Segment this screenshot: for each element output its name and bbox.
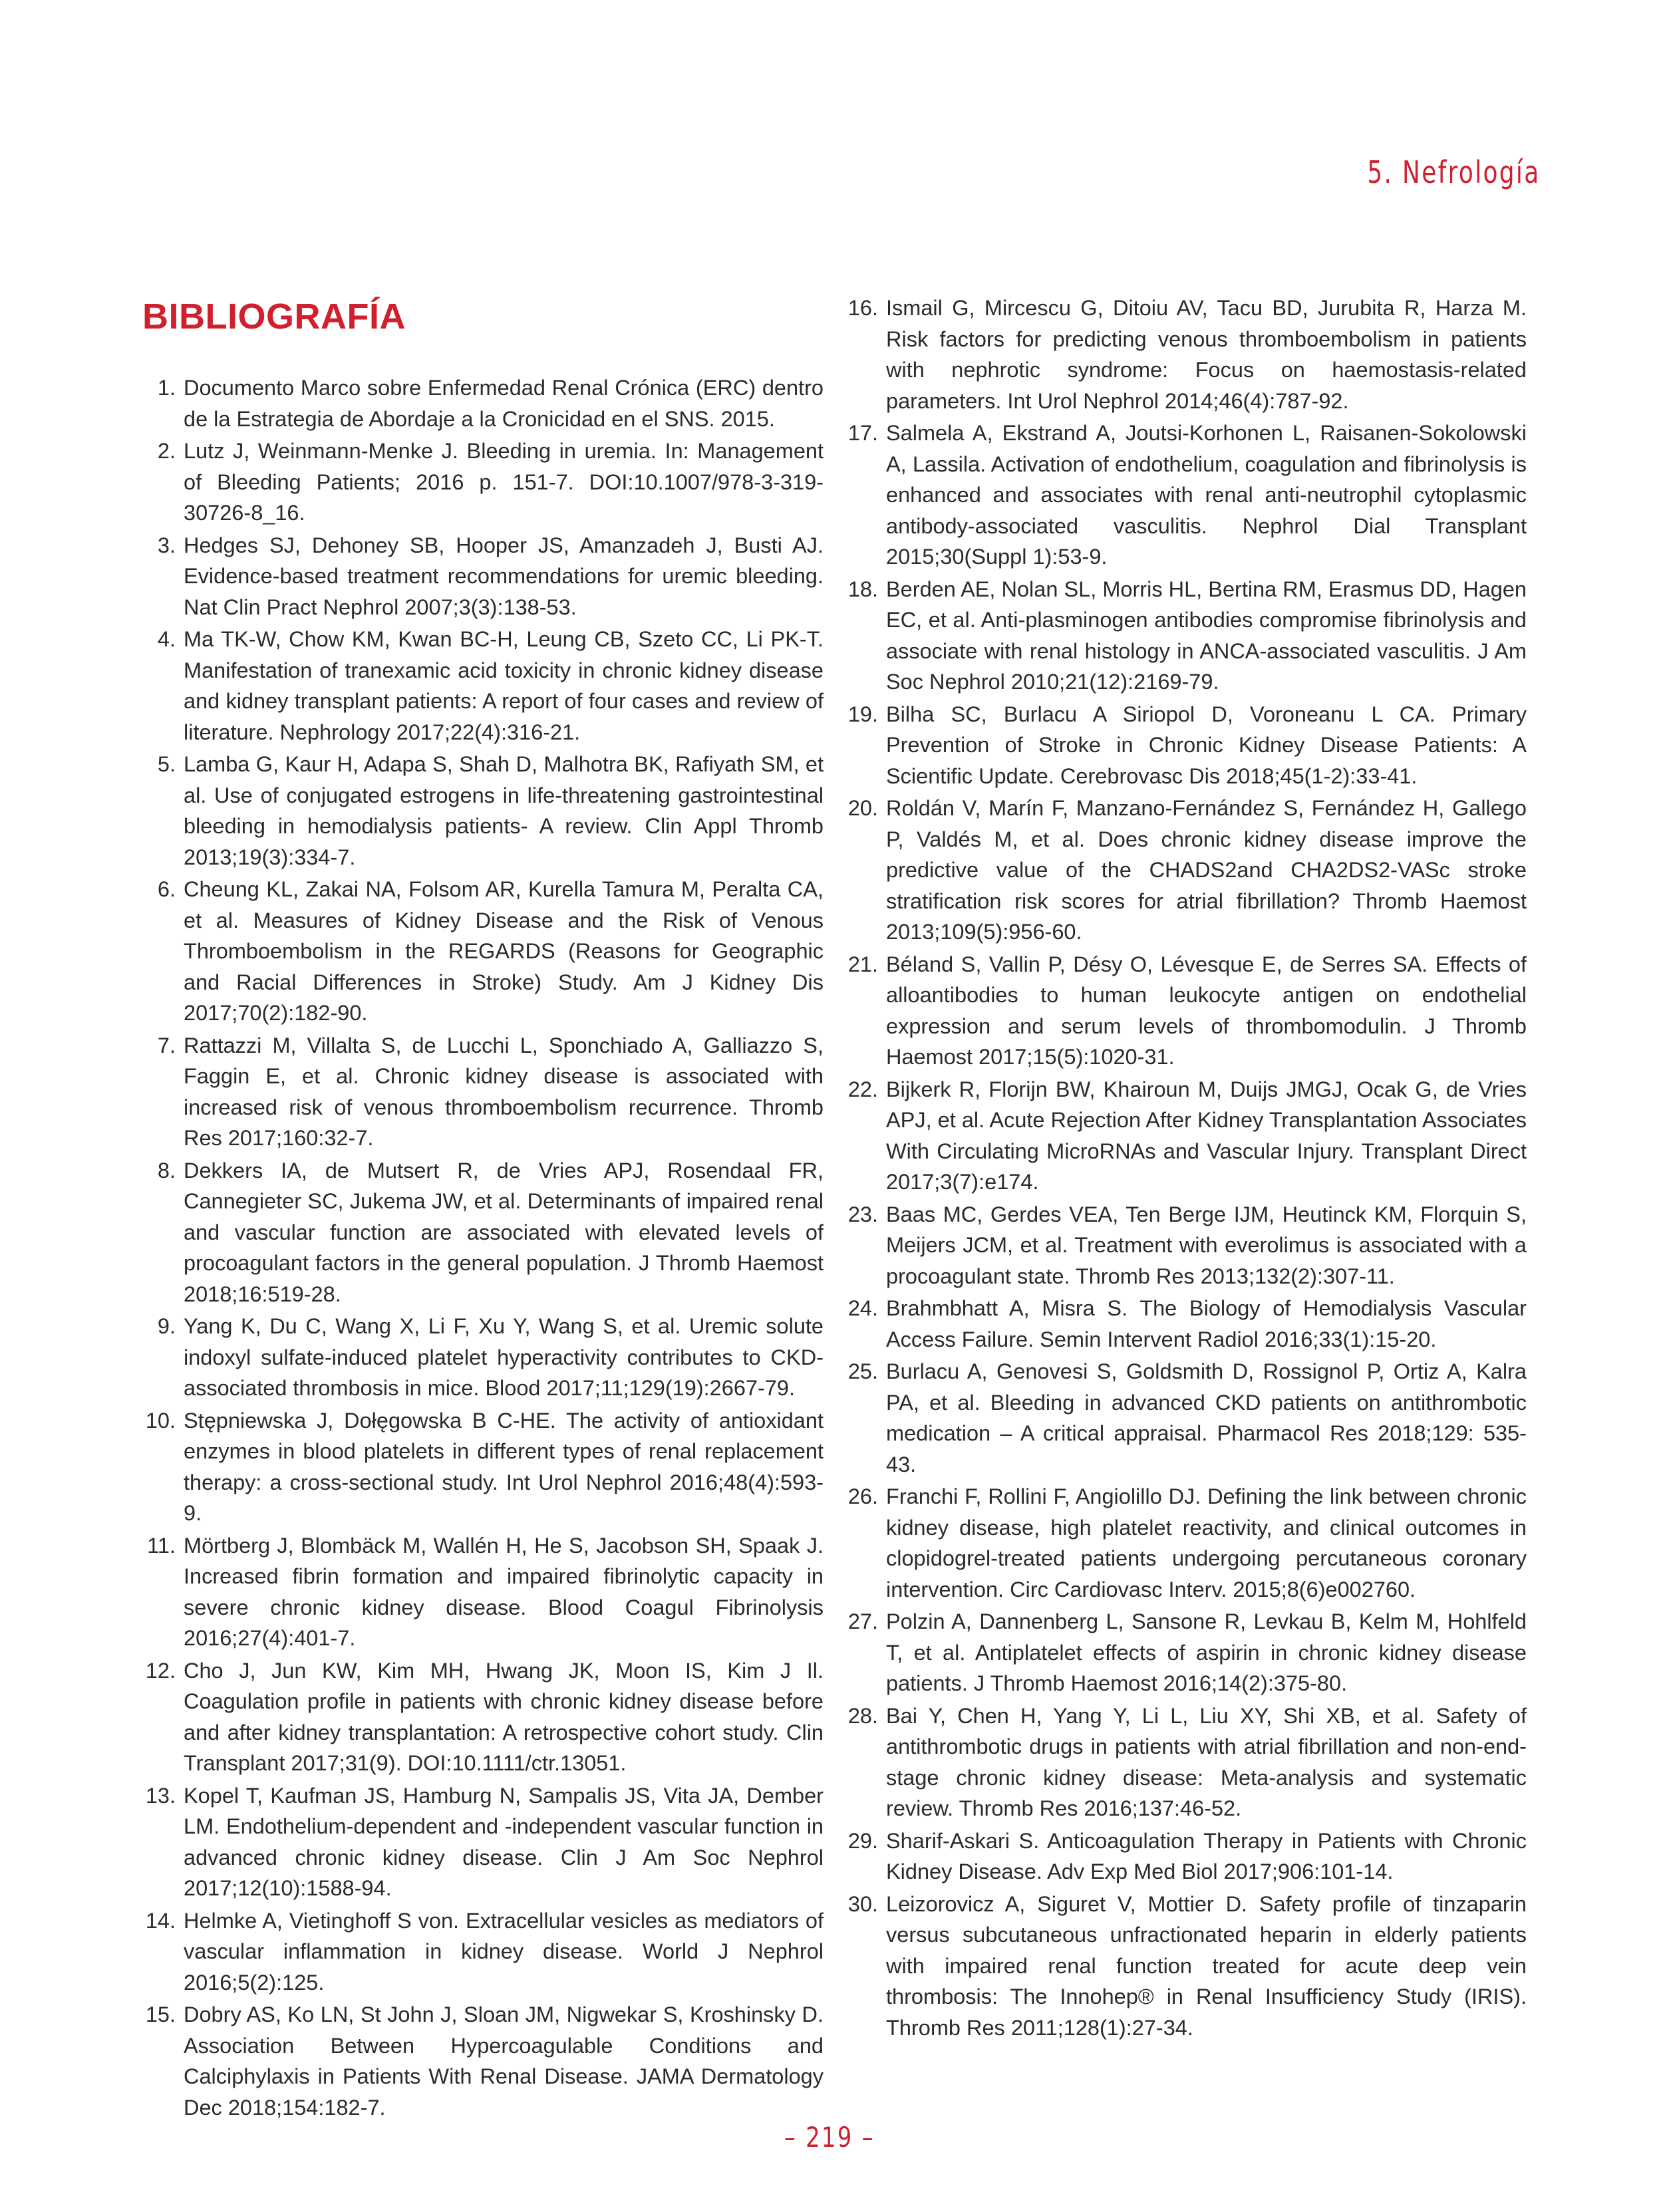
reference-text: Lutz J, Weinmann-Menke J. Bleeding in uremia. In: Management of Bleeding Patients; 2016 p. 151-7. DOI:10.1007/978-3-319-30726-8_16. bbox=[184, 439, 824, 525]
reference-item bbox=[142, 624, 824, 748]
reference-item bbox=[845, 574, 1527, 698]
references-left-column bbox=[142, 372, 824, 2124]
reference-number: 20. bbox=[847, 796, 878, 820]
reference-number: 14. bbox=[145, 1908, 176, 1933]
reference-number: 25. bbox=[847, 1359, 878, 1383]
reference-text: Baas MC, Gerdes VEA, Ten Berge IJM, Heutinck KM, Florquin S, Meijers JCM, et al. Treatment with everolimus is associated with a procoagulant state. Thromb Res 2013;132(2):307-11. bbox=[886, 1202, 1527, 1288]
reference-item bbox=[142, 372, 824, 434]
reference-item bbox=[845, 293, 1527, 416]
reference-item bbox=[845, 1701, 1527, 1824]
reference-number: 1. bbox=[157, 376, 176, 400]
reference-number: 22. bbox=[847, 1077, 878, 1101]
reference-number: 10. bbox=[145, 1408, 176, 1433]
reference-text: Lamba G, Kaur H, Adapa S, Shah D, Malhotra BK, Rafiyath SM, et al. Use of conjugated estrogens in life-threatening gastrointestinal bleeding in hemodialysis patients- A review. Clin Appl Thromb 2013;19(3):334-7. bbox=[184, 752, 824, 869]
reference-number: 16. bbox=[847, 296, 878, 320]
reference-text: Yang K, Du C, Wang X, Li F, Xu Y, Wang S, et al. Uremic solute indoxyl sulfate-induced platelet hyperactivity contributes to CKD-associated thrombosis in mice. Blood 2017;11;129(19):2667-79. bbox=[184, 1314, 824, 1400]
reference-text: Hedges SJ, Dehoney SB, Hooper JS, Amanzadeh J, Busti AJ. Evidence-based treatment recommendations for uremic bleeding. Nat Clin Pract Nephrol 2007;3(3):138-53. bbox=[184, 533, 824, 619]
reference-item bbox=[142, 1655, 824, 1779]
reference-text: Dobry AS, Ko LN, St John J, Sloan JM, Nigwekar S, Kroshinsky D. Association Between Hypercoagulable Conditions and Calciphylaxis in Patients With Renal Disease. JAMA Dermatology Dec 2018;154:182-7. bbox=[184, 2003, 824, 2120]
section-header: 5. Nefrología bbox=[1367, 154, 1541, 190]
reference-item bbox=[142, 874, 824, 1029]
reference-text: Roldán V, Marín F, Manzano-Fernández S, Fernández H, Gallego P, Valdés M, et al. Does chronic kidney disease improve the predictive value of the CHADS2and CHA2DS2-VASc stroke stratification risk scores for atrial fibrillation? Thromb Haemost 2013;109(5):956-60. bbox=[886, 796, 1527, 944]
reference-item bbox=[845, 1356, 1527, 1480]
reference-number: 9. bbox=[157, 1314, 176, 1338]
reference-text: Salmela A, Ekstrand A, Joutsi-Korhonen L, Raisanen-Sokolowski A, Lassila. Activation of endothelium, coagulation and fibrinolysis is enhanced and associates with renal anti-neutrophil cytoplasmic antibody-associated vasculitis. Nephrol Dial Transplant 2015;30(Suppl 1):53-9. bbox=[886, 421, 1527, 569]
reference-number: 30. bbox=[847, 1891, 878, 1916]
reference-item bbox=[845, 949, 1527, 1073]
reference-text: Leizorovicz A, Siguret V, Mottier D. Safety profile of tinzaparin versus subcutaneous unfractionated heparin in elderly patients with impaired renal function treated for acute deep vein thrombosis: The Innohep® in Renal Insufficiency Study (IRIS). Thromb Res 2011;128(1):27-34. bbox=[886, 1891, 1527, 2040]
reference-item bbox=[142, 1999, 824, 2123]
reference-text: Helmke A, Vietinghoff S von. Extracellular vesicles as mediators of vascular inflammation in kidney disease. World J Nephrol 2016;5(2):125. bbox=[184, 1908, 824, 1995]
reference-number: 6. bbox=[157, 877, 176, 901]
reference-number: 24. bbox=[847, 1296, 878, 1320]
reference-text: Kopel T, Kaufman JS, Hamburg N, Sampalis JS, Vita JA, Dember LM. Endothelium-dependent and -independent vascular function in advanced chronic kidney disease. Clin J Am Soc Nephrol 2017;12(10):1588-94. bbox=[184, 1783, 824, 1900]
reference-item bbox=[142, 1905, 824, 1999]
reference-item bbox=[845, 1826, 1527, 1887]
reference-number: 26. bbox=[847, 1484, 878, 1508]
reference-item bbox=[845, 793, 1527, 948]
reference-text: Cheung KL, Zakai NA, Folsom AR, Kurella Tamura M, Peralta CA, et al. Measures of Kidney Disease and the Risk of Venous Thromboembolism in the REGARDS (Reasons for Geographic and Racial Differences in Stroke) Study. Am J Kidney Dis 2017;70(2):182-90. bbox=[184, 877, 824, 1025]
reference-item bbox=[845, 1889, 1527, 2044]
reference-item bbox=[845, 1199, 1527, 1292]
bibliography-title: BIBLIOGRAFÍA bbox=[142, 297, 406, 337]
reference-item bbox=[142, 749, 824, 873]
references-right-column bbox=[845, 293, 1527, 2044]
reference-text: Brahmbhatt A, Misra S. The Biology of Hemodialysis Vascular Access Failure. Semin Intervent Radiol 2016;33(1):15-20. bbox=[886, 1296, 1527, 1351]
reference-text: Dekkers IA, de Mutsert R, de Vries APJ, Rosendaal FR, Cannegieter SC, Jukema JW, et al. Determinants of impaired renal and vascular function are associated with elevated levels of procoagulant factors in the general population. J Thromb Haemost 2018;16:519-28. bbox=[184, 1158, 824, 1306]
reference-text: Cho J, Jun KW, Kim MH, Hwang JK, Moon IS, Kim J Il. Coagulation profile in patients with chronic kidney disease before and after kidney transplantation: A retrospective cohort study. Clin Transplant 2017;31(9). DOI:10.1111/ctr.13051. bbox=[184, 1658, 824, 1775]
reference-text: Berden AE, Nolan SL, Morris HL, Bertina RM, Erasmus DD, Hagen EC, et al. Anti-plasminogen antibodies compromise fibrinolysis and associate with renal histology in ANCA-associated vasculitis. J Am Soc Nephrol 2010;21(12):2169-79. bbox=[886, 577, 1527, 694]
reference-item bbox=[845, 1293, 1527, 1355]
reference-number: 29. bbox=[847, 1828, 878, 1853]
reference-item bbox=[142, 530, 824, 623]
reference-item bbox=[845, 1074, 1527, 1198]
reference-text: Béland S, Vallin P, Désy O, Lévesque E, de Serres SA. Effects of alloantibodies to human leukocyte antigen on endothelial expression and serum levels of thrombomodulin. J Thromb Haemost 2017;15(5):1020-31. bbox=[886, 952, 1527, 1069]
reference-number: 12. bbox=[145, 1658, 176, 1683]
reference-number: 4. bbox=[157, 627, 176, 651]
reference-item bbox=[142, 1405, 824, 1529]
reference-number: 8. bbox=[157, 1158, 176, 1182]
reference-number: 11. bbox=[147, 1533, 176, 1558]
reference-number: 5. bbox=[157, 752, 176, 776]
page-number bbox=[0, 2121, 1659, 2153]
reference-text: Ismail G, Mircescu G, Ditoiu AV, Tacu BD, Jurubita R, Harza M. Risk factors for predicting venous thromboembolism in patients with nephrotic syndrome: Focus on haemostasis-related parameters. Int Urol Nephrol 2014;46(4):787-92. bbox=[886, 296, 1527, 413]
reference-number: 23. bbox=[847, 1202, 878, 1226]
reference-item bbox=[142, 436, 824, 529]
reference-item bbox=[142, 1030, 824, 1154]
reference-text: Ma TK-W, Chow KM, Kwan BC-H, Leung CB, Szeto CC, Li PK-T. Manifestation of tranexamic acid toxicity in chronic kidney disease and kidney transplant patients: A report of four cases and review of literature. Nephrology 2017;22(4):316-21. bbox=[184, 627, 824, 744]
reference-number: 19. bbox=[847, 702, 878, 726]
reference-text: Mörtberg J, Blombäck M, Wallén H, He S, Jacobson SH, Spaak J. Increased fibrin formation and impaired fibrinolytic capacity in severe chronic kidney disease. Blood Coagul Fibrinolysis 2016;27(4):401-7. bbox=[184, 1533, 824, 1650]
reference-text: Bijkerk R, Florijn BW, Khairoun M, Duijs JMGJ, Ocak G, de Vries APJ, et al. Acute Rejection After Kidney Transplantation Associates With Circulating MicroRNAs and Vascular Injury. Transplant Direct 2017;3(7):e174. bbox=[886, 1077, 1527, 1194]
reference-number: 28. bbox=[847, 1703, 878, 1728]
page-number-text: – 219 – bbox=[784, 2121, 875, 2153]
reference-item bbox=[845, 418, 1527, 573]
reference-text: Burlacu A, Genovesi S, Goldsmith D, Rossignol P, Ortiz A, Kalra PA, et al. Bleeding in advanced CKD patients on antithrombotic medication – A critical appraisal. Pharmacol Res 2018;129: 535-43. bbox=[886, 1359, 1527, 1476]
reference-item bbox=[142, 1311, 824, 1404]
reference-text: Bilha SC, Burlacu A Siriopol D, Voroneanu L CA. Primary Prevention of Stroke in Chronic Kidney Disease Patients: A Scientific Update. Cerebrovasc Dis 2018;45(1-2):33-41. bbox=[886, 702, 1527, 788]
reference-number: 17. bbox=[847, 421, 878, 445]
reference-item bbox=[845, 1481, 1527, 1605]
reference-text: Polzin A, Dannenberg L, Sansone R, Levkau B, Kelm M, Hohlfeld T, et al. Antiplatelet effects of aspirin in chronic kidney disease patients. J Thromb Haemost 2016;14(2):375-80. bbox=[886, 1609, 1527, 1695]
reference-number: 15. bbox=[145, 2003, 176, 2026]
reference-item bbox=[142, 1155, 824, 1310]
reference-number: 21. bbox=[847, 952, 878, 976]
reference-item bbox=[142, 1780, 824, 1904]
reference-text: Sharif-Askari S. Anticoagulation Therapy in Patients with Chronic Kidney Disease. Adv Exp Med Biol 2017;906:101-14. bbox=[886, 1828, 1527, 1883]
reference-text: Rattazzi M, Villalta S, de Lucchi L, Sponchiado A, Galliazzo S, Faggin E, et al. Chronic kidney disease is associated with increased risk of venous thromboembolism recurrence. Thromb Res 2017;160:32-7. bbox=[184, 1033, 824, 1150]
reference-text: Franchi F, Rollini F, Angiolillo DJ. Defining the link between chronic kidney disease, high platelet reactivity, and clinical outcomes in clopidogrel-treated patients undergoing percutaneous coronary intervention. Circ Cardiovasc Interv. 2015;8(6)e002760. bbox=[886, 1484, 1527, 1601]
reference-number: 13. bbox=[145, 1783, 176, 1808]
reference-item bbox=[845, 699, 1527, 792]
reference-item bbox=[845, 1606, 1527, 1699]
reference-number: 7. bbox=[157, 1033, 176, 1057]
reference-item bbox=[142, 1530, 824, 1654]
reference-number: 3. bbox=[157, 533, 176, 557]
reference-text: Stępniewska J, Dołęgowska B C-HE. The activity of antioxidant enzymes in blood platelets in different types of renal replacement therapy: a cross-sectional study. Int Urol Nephrol 2016;48(4):593-9. bbox=[184, 1408, 824, 1525]
reference-number: 27. bbox=[847, 1609, 878, 1633]
reference-text: Documento Marco sobre Enfermedad Renal Crónica (ERC) dentro de la Estrategia de Abordaje a la Cronicidad en el SNS. 2015. bbox=[184, 376, 824, 431]
reference-number: 18. bbox=[847, 577, 878, 601]
reference-text: Bai Y, Chen H, Yang Y, Li L, Liu XY, Shi XB, et al. Safety of antithrombotic drugs in patients with atrial fibrillation and non-end-stage chronic kidney disease: Meta-analysis and systematic review. Thromb Res 2016;137:46-52. bbox=[886, 1703, 1527, 1820]
reference-number: 2. bbox=[157, 439, 176, 463]
